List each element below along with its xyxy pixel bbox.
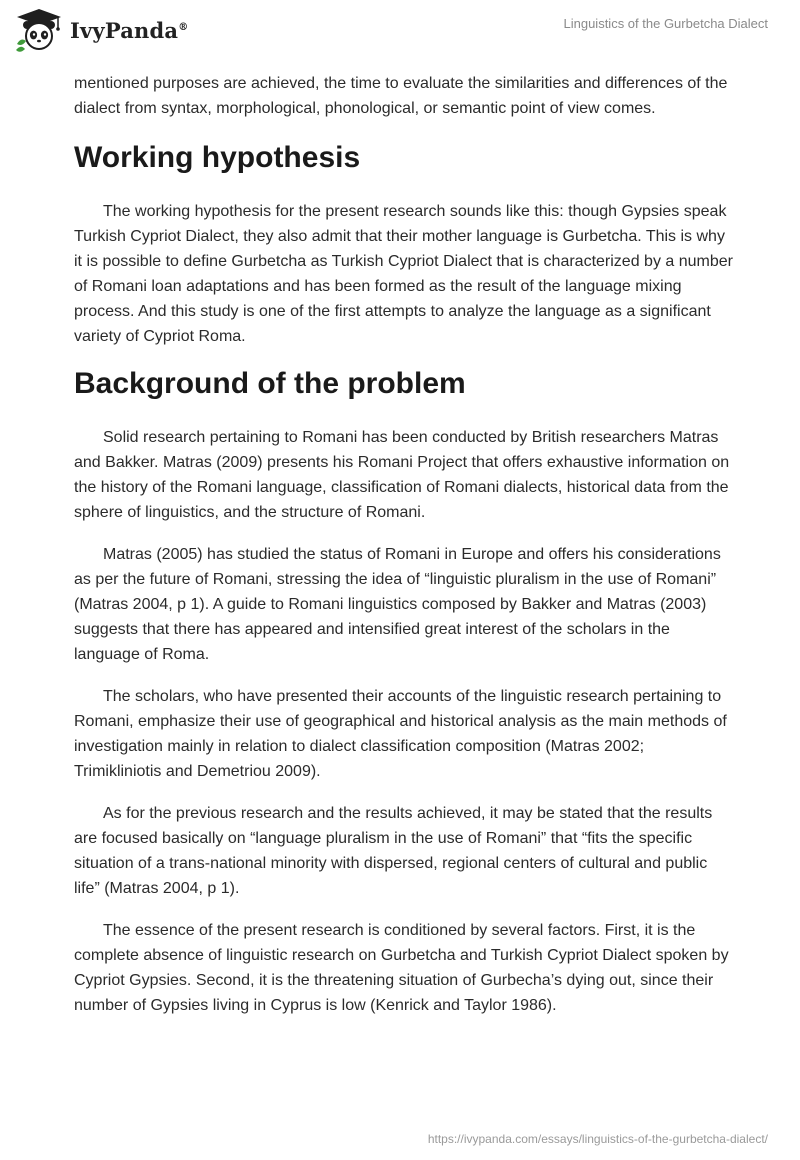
source-url-link[interactable]: https://ivypanda.com/essays/linguistics-of-the-gurbetcha-dialect/: [427, 1132, 768, 1146]
panda-graduate-icon: [14, 8, 64, 52]
section-heading-working-hypothesis: Working hypothesis: [74, 141, 361, 174]
intro-paragraph: mentioned purposes are achieved, the time to evaluate the similarities and differences of the dialect from syntax, morphological, phonological, or semantic point of view comes.: [74, 75, 728, 117]
page-header: [0, 0, 800, 68]
document-title: Linguistics of the Gurbetcha Dialect: [563, 16, 768, 31]
ivypanda-logo[interactable]: [14, 8, 188, 52]
paragraph: As for the previous research and the results achieved, it may be stated that the results are focused basically on “language pluralism in the use of Romani” that “fits the specific situation of a trans-national minority with dispersed, regional centers of cultural and public life” (Matras 2004, p 1).: [74, 805, 713, 897]
paragraph: The essence of the present research is conditioned by several factors. First, it is the complete absence of linguistic research on Gurbetcha and Turkish Cypriot Dialect spoken by Cypriot Gypsies. Second, it is the threatening situation of Gurbecha’s dying out, since their number of Gypsies living in Cyprus is low (Kenrick and Taylor 1986).: [74, 922, 729, 1014]
paragraph: Matras (2005) has studied the status of Romani in Europe and offers his considerations as per the future of Romani, stressing the idea of “linguistic pluralism in the use of Romani” (Matras 2004, p 1). A guide to Romani linguistics composed by Bakker and Matras (2003) suggests that there has appeared and intensified great interest of the scholars in the language of Roma.: [74, 546, 721, 663]
brand-name: IvyPanda®: [70, 17, 189, 43]
paragraph: The working hypothesis for the present research sounds like this: though Gypsies speak Turkish Cypriot Dialect, they also admit that their mother language is Gurbetcha. This is why it is possible to define Gurbetcha as Turkish Cypriot Dialect that is characterized by a number of Romani loan adaptations and has been formed as the result of the language mixing process. And this study is one of the first attempts to analyze the language as a significant variety of Cypriot Roma.: [74, 203, 733, 345]
essay-content: [74, 71, 734, 1035]
section-heading-background: Background of the problem: [74, 367, 466, 400]
paragraph: Solid research pertaining to Romani has been conducted by British researchers Matras and Bakker. Matras (2009) presents his Romani Project that offers exhaustive information on the history of the Romani language, classification of Romani dialects, historical data from the sphere of linguistics, and the structure of Romani.: [74, 429, 730, 521]
paragraph: The scholars, who have presented their accounts of the linguistic research pertaining to Romani, emphasize their use of geographical and historical analysis as the main methods of investigation mainly in relation to dialect classification composition (Matras 2002; Trimikliniotis and Demetriou 2009).: [74, 688, 727, 780]
